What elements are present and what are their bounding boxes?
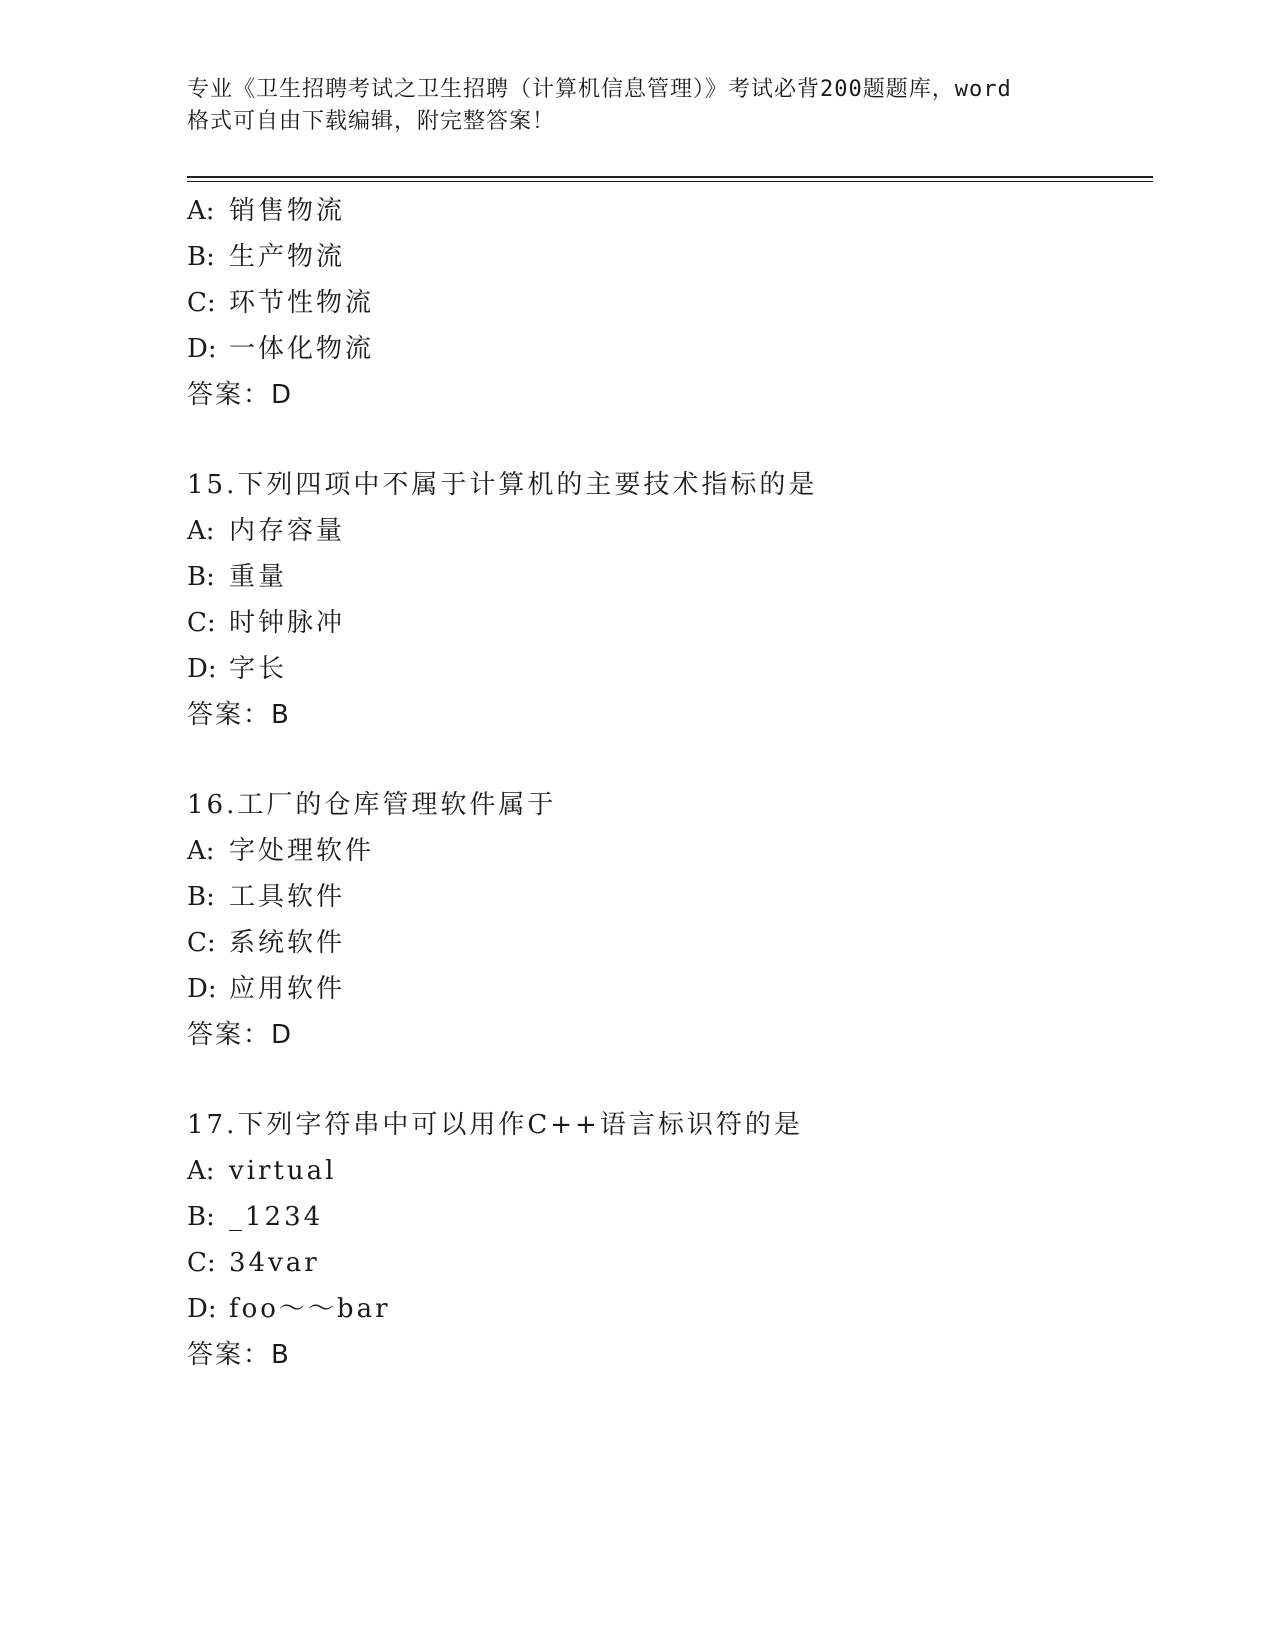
option-letter: C: [187, 1248, 216, 1278]
option-text: virtual [229, 1156, 337, 1186]
header-divider-thin [187, 181, 1153, 182]
option-c [187, 280, 1153, 326]
question-block-14 [187, 188, 1153, 418]
option-text: 重量 [229, 562, 288, 592]
option-letter: C: [187, 288, 216, 318]
answer-line: 答案：D [187, 380, 294, 410]
option-letter: D: [187, 654, 217, 684]
spacer [187, 418, 1153, 462]
option-text: 内存容量 [229, 516, 346, 546]
option-letter: D: [187, 974, 217, 1004]
option-c [187, 600, 1153, 646]
question-list [187, 188, 1153, 1378]
option-letter: A: [187, 1156, 215, 1186]
document-header [187, 74, 1087, 138]
option-b [187, 874, 1153, 920]
option-letter: A: [187, 196, 215, 226]
option-b [187, 1194, 1153, 1240]
spacer [187, 738, 1153, 782]
option-letter: D: [187, 1294, 217, 1324]
option-letter: B: [187, 1202, 215, 1232]
option-text: 时钟脉冲 [229, 608, 346, 638]
option-text: 字处理软件 [229, 836, 375, 866]
question-block-16 [187, 782, 1153, 1058]
option-text: 34var [229, 1248, 320, 1278]
option-text: 字长 [229, 654, 288, 684]
question-text: 17.下列字符串中可以用作C++语言标识符的是 [187, 1110, 803, 1140]
option-d [187, 326, 1153, 372]
option-d [187, 1286, 1153, 1332]
option-text: 生产物流 [229, 242, 346, 272]
option-letter: A: [187, 516, 215, 546]
option-d [187, 966, 1153, 1012]
question-text: 15.下列四项中不属于计算机的主要技术指标的是 [187, 470, 818, 500]
answer-line: 答案：D [187, 1020, 294, 1050]
spacer [187, 1058, 1153, 1102]
option-letter: B: [187, 562, 215, 592]
option-b [187, 234, 1153, 280]
option-a [187, 508, 1153, 554]
option-letter: B: [187, 242, 215, 272]
option-c [187, 1240, 1153, 1286]
option-text: 一体化物流 [229, 334, 375, 364]
option-text: 销售物流 [229, 196, 346, 226]
option-letter: A: [187, 836, 215, 866]
option-letter: C: [187, 608, 216, 638]
option-text: 应用软件 [229, 974, 346, 1004]
option-letter: D: [187, 334, 217, 364]
option-d [187, 646, 1153, 692]
question-block-17 [187, 1102, 1153, 1378]
option-a [187, 188, 1153, 234]
option-text: 系统软件 [229, 928, 346, 958]
question-block-15 [187, 462, 1153, 738]
header-title-line-1: 专业《卫生招聘考试之卫生招聘（计算机信息管理）》考试必背200题题库，word [187, 77, 1012, 102]
option-text: foo～～bar [229, 1294, 391, 1324]
option-text: 环节性物流 [229, 288, 375, 318]
header-title-line-2: 格式可自由下载编辑，附完整答案！ [187, 109, 556, 134]
header-divider-thick [187, 176, 1153, 178]
option-c [187, 920, 1153, 966]
option-text: 工具软件 [229, 882, 346, 912]
option-text: _1234 [229, 1202, 324, 1232]
answer-line: 答案：B [187, 700, 291, 730]
option-b [187, 554, 1153, 600]
option-a [187, 1148, 1153, 1194]
question-text: 16.工厂的仓库管理软件属于 [187, 790, 557, 820]
option-a [187, 828, 1153, 874]
option-letter: C: [187, 928, 216, 958]
option-letter: B: [187, 882, 215, 912]
answer-line: 答案：B [187, 1340, 291, 1370]
